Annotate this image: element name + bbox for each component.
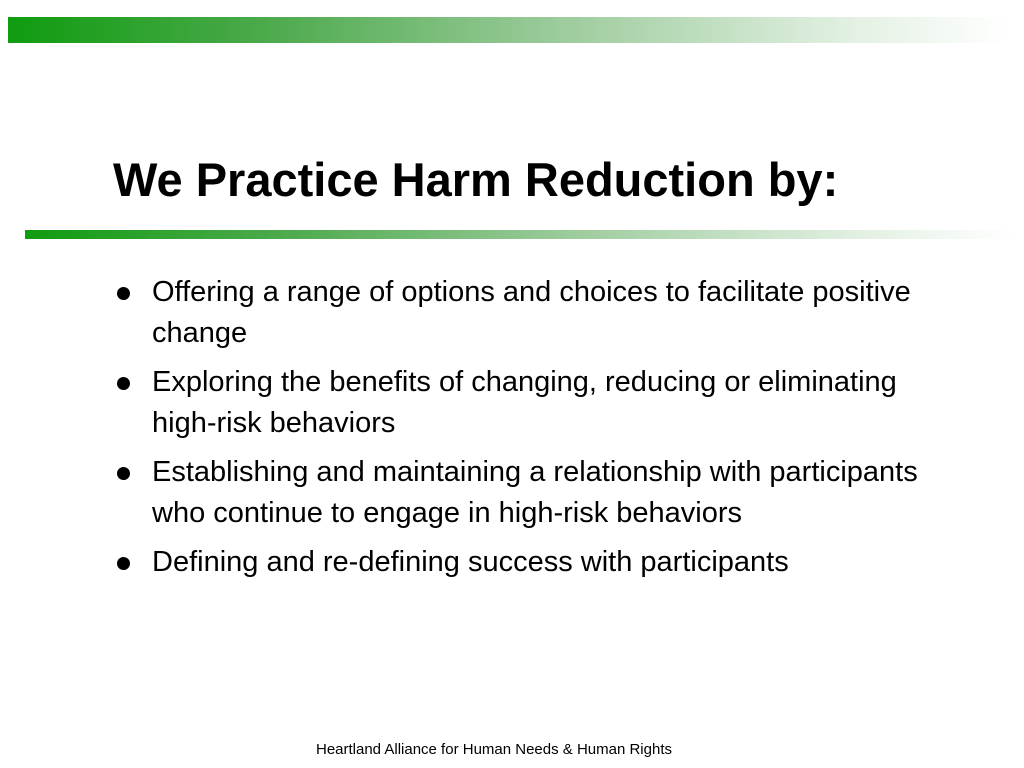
top-gradient-bar bbox=[8, 17, 1008, 43]
bullet-icon bbox=[117, 377, 130, 390]
slide-footer: Heartland Alliance for Human Needs & Human Rights bbox=[315, 741, 672, 758]
title-underline-bar bbox=[25, 230, 1015, 239]
list-item bbox=[113, 542, 953, 583]
bullet-list bbox=[113, 272, 953, 591]
list-item bbox=[113, 272, 953, 354]
bullet-text: Establishing and maintaining a relationship with participants who continue to engage in high-risk behaviors bbox=[152, 456, 918, 529]
bullet-icon bbox=[117, 287, 130, 300]
slide-title: We Practice Harm Reduction by: bbox=[113, 153, 839, 206]
bullet-icon bbox=[117, 557, 130, 570]
bullet-text: Offering a range of options and choices to facilitate positive change bbox=[152, 276, 911, 349]
list-item bbox=[113, 452, 953, 534]
bullet-text: Defining and re-defining success with participants bbox=[152, 546, 789, 578]
bullet-icon bbox=[117, 467, 130, 480]
list-item bbox=[113, 362, 953, 444]
bullet-text: Exploring the benefits of changing, reducing or eliminating high-risk behaviors bbox=[152, 366, 897, 439]
